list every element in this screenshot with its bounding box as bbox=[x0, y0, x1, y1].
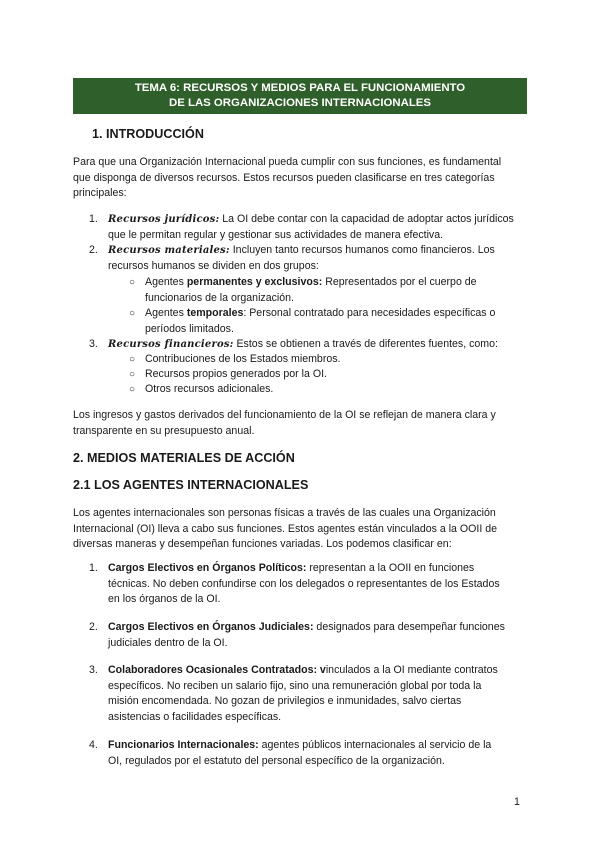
resource-text: que le permitan regular y gestionar sus actividades de manera efectiva. bbox=[108, 228, 444, 241]
sub-text: Agentes bbox=[145, 307, 187, 319]
intro-line: Para que una Organización Internacional pueda cumplir con sus funciones, es fundamental bbox=[73, 156, 502, 168]
intro-line: Internacional (OI) lleva a cabo sus funciones. Estos agentes están vinculados a la OOII de bbox=[73, 522, 497, 535]
sub-item-otros bbox=[129, 382, 527, 398]
agent-text: en los órganos de la OI. bbox=[108, 593, 221, 605]
resource-text: Incluyen tanto recursos humanos como financieros. Los bbox=[229, 244, 495, 256]
agent-title: Cargos Electivos en Órganos Políticos: bbox=[108, 562, 307, 574]
agent-text: inculados a la OI mediante contratos bbox=[325, 664, 498, 676]
intro-line: Los agentes internacionales son personas físicas a través de las cuales una Organización bbox=[73, 507, 496, 519]
agents-intro-paragraph bbox=[73, 506, 527, 553]
sub-text: Representados por el cuerpo de bbox=[322, 276, 477, 288]
resource-label: Recursos financieros: bbox=[108, 339, 234, 350]
sub-text: Otros recursos adicionales. bbox=[145, 383, 274, 395]
sub-text: Recursos propios generados por la OI. bbox=[145, 368, 327, 380]
agent-text: designados para desempeñar funciones bbox=[313, 621, 505, 633]
resource-item-juridicos bbox=[89, 212, 527, 243]
agent-text: misión encomendada. No gozan de privilegios e inmunidades, salvo ciertas bbox=[108, 695, 462, 707]
resource-item-financieros bbox=[89, 337, 527, 353]
list-number: 3. bbox=[89, 338, 98, 350]
resource-text: recursos humanos se dividen en dos grupos: bbox=[108, 259, 319, 272]
intro-paragraph bbox=[73, 155, 527, 202]
list-number: 1. bbox=[89, 562, 98, 574]
sub-text: períodos limitados. bbox=[145, 322, 234, 335]
agent-title: Funcionarios Internacionales: bbox=[108, 739, 259, 751]
section-2-1-heading: 2.1 LOS AGENTES INTERNACIONALES bbox=[73, 478, 309, 492]
agent-title: Colaboradores Ocasionales Contratados: v bbox=[108, 664, 326, 676]
sub-item-contribuciones bbox=[129, 352, 527, 368]
intro-line: principales: bbox=[73, 187, 127, 199]
sub-text: : Personal contratado para necesidades específicas o bbox=[243, 307, 496, 319]
page-number: 1 bbox=[514, 796, 520, 808]
agent-text: técnicas. No deben confundirse con los delegados o representantes de los Estados bbox=[108, 577, 500, 590]
intro-line: diversas maneras y desempeñan funciones variadas. Los podemos clasificar en: bbox=[73, 538, 452, 550]
agent-item-judiciales bbox=[89, 620, 527, 651]
sub-text: Agentes bbox=[145, 276, 187, 288]
sub-text: Contribuciones de los Estados miembros. bbox=[145, 353, 341, 365]
chapter-title-banner bbox=[73, 78, 527, 114]
agent-text: representan a la OOII en funciones bbox=[306, 562, 475, 574]
resource-label: Recursos jurídicos: bbox=[108, 214, 220, 225]
circle-bullet-icon: ○ bbox=[129, 354, 136, 365]
sub-text: funcionarios de la organización. bbox=[145, 291, 294, 304]
section-2-heading: 2. MEDIOS MATERIALES DE ACCIÓN bbox=[73, 451, 295, 465]
agent-text: asistencias o facilidades específicas. bbox=[108, 710, 282, 723]
agent-item-funcionarios bbox=[89, 738, 527, 769]
circle-bullet-icon: ○ bbox=[129, 384, 136, 395]
circle-bullet-icon: ○ bbox=[129, 277, 136, 288]
agent-text: OI, regulados por el estatuto del personal específico de la organización. bbox=[108, 754, 445, 767]
circle-bullet-icon: ○ bbox=[129, 308, 136, 319]
intro-line: que disponga de diversos recursos. Estos recursos pueden clasificarse en tres categorías bbox=[73, 171, 495, 184]
resource-text: La OI debe contar con la capacidad de adoptar actos jurídicos bbox=[219, 213, 514, 225]
banner-line-2: DE LAS ORGANIZACIONES INTERNACIONALES bbox=[169, 96, 431, 109]
closing-paragraph bbox=[73, 408, 527, 439]
sub-item-permanentes bbox=[129, 275, 527, 306]
agent-item-colaboradores bbox=[89, 663, 527, 725]
agent-text: agentes públicos internacionales al servicio de la bbox=[258, 739, 492, 751]
sub-item-recursos-propios bbox=[129, 367, 527, 383]
list-number: 2. bbox=[89, 621, 98, 633]
agent-text: específicos. No reciben un salario fijo, sino una remuneración global por toda la bbox=[108, 679, 482, 692]
closing-line: transparente en su presupuesto anual. bbox=[73, 424, 255, 437]
closing-line: Los ingresos y gastos derivados del funcionamiento de la OI se reflejan de manera clara y bbox=[73, 409, 496, 421]
resource-text: Estos se obtienen a través de diferentes fuentes, como: bbox=[233, 338, 498, 350]
list-number: 3. bbox=[89, 664, 98, 676]
agent-text: judiciales dentro de la OI. bbox=[108, 636, 228, 649]
banner-line-1: TEMA 6: RECURSOS Y MEDIOS PARA EL FUNCIONAMIENTO bbox=[134, 82, 466, 94]
resource-item-materiales bbox=[89, 243, 527, 274]
circle-bullet-icon: ○ bbox=[129, 369, 136, 380]
sub-bold: temporales bbox=[186, 307, 244, 319]
sub-bold: permanentes y exclusivos: bbox=[186, 276, 323, 288]
list-number: 4. bbox=[89, 739, 98, 751]
sub-item-temporales bbox=[129, 306, 527, 337]
resource-label: Recursos materiales: bbox=[108, 245, 230, 256]
agent-title: Cargos Electivos en Órganos Judiciales: bbox=[108, 621, 314, 633]
agent-item-politicos bbox=[89, 561, 527, 608]
list-number: 2. bbox=[89, 244, 98, 256]
list-number: 1. bbox=[89, 213, 98, 225]
section-1-heading: 1. INTRODUCCIÓN bbox=[92, 127, 204, 141]
